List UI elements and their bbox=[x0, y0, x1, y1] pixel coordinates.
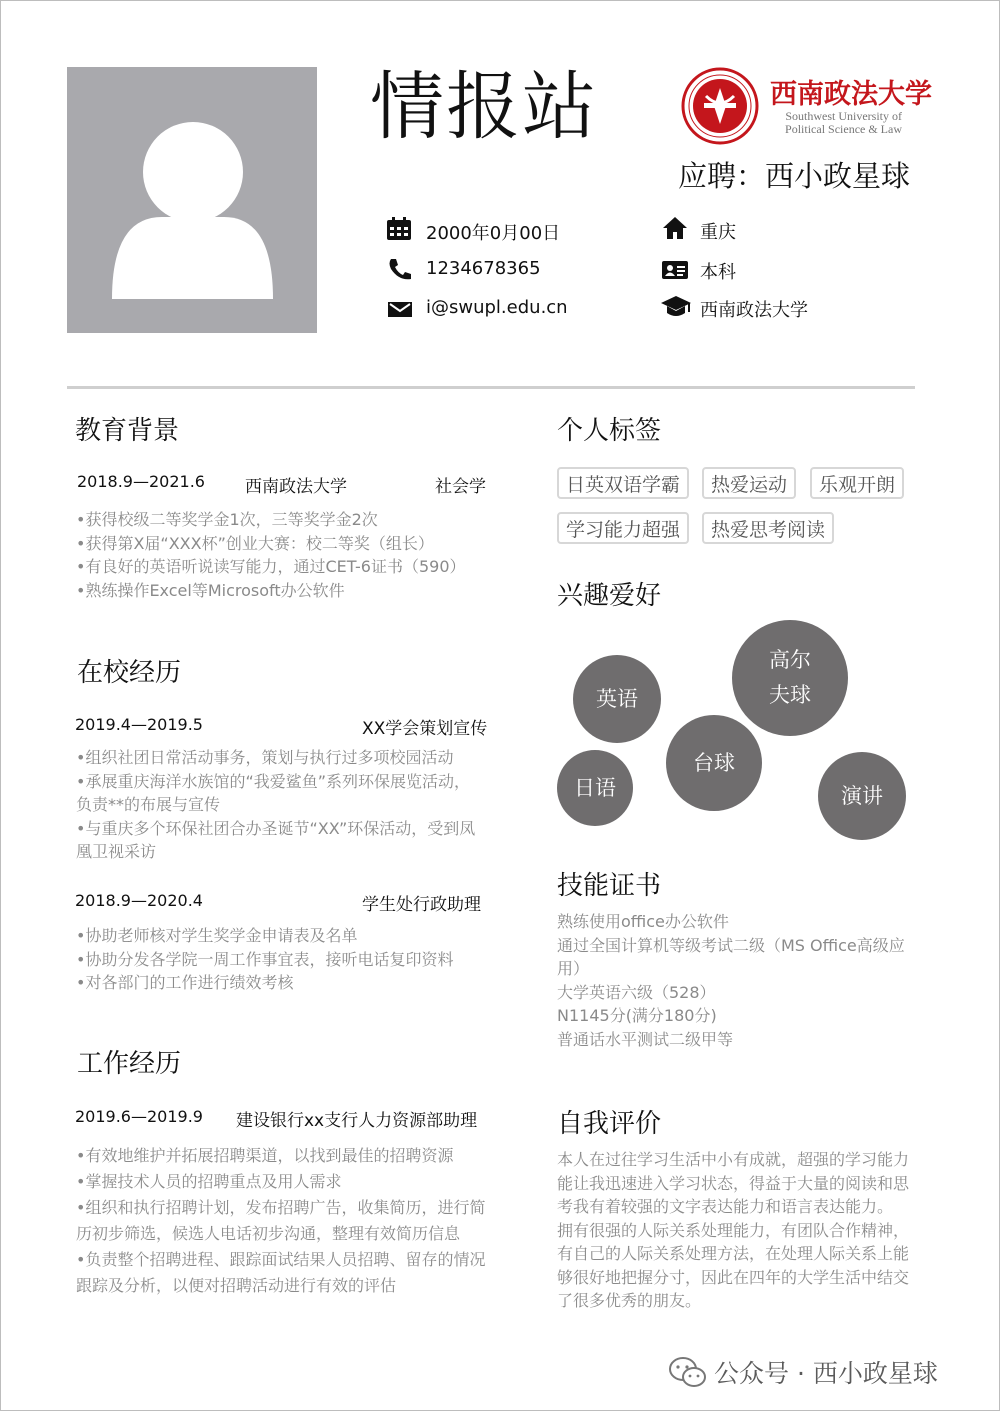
university-logo-en-line1: Southwest University of bbox=[785, 109, 902, 123]
list-item: • 承展重庆海洋水族馆的“我爱鲨鱼”系列环保展览活动，负责**的布展与宣传 bbox=[76, 770, 486, 817]
hobby-bubble: 英语 bbox=[573, 655, 661, 743]
list-item: 大学英语六级（528） bbox=[557, 982, 716, 1002]
hobby-bubble: 演讲 bbox=[818, 752, 906, 840]
campus-period-2: 2018.9—2020.4 bbox=[75, 891, 203, 910]
list-item: • 协助老师核对学生奖学金申请表及名单 bbox=[76, 924, 506, 948]
school: 西南政法大学 bbox=[700, 300, 808, 321]
phone-icon bbox=[387, 257, 413, 281]
university-logo bbox=[680, 66, 932, 146]
list-item: • 熟练操作Excel等Microsoft办公软件 bbox=[76, 579, 506, 603]
university-logo-cn: 西南政法大学 bbox=[770, 79, 932, 110]
university-logo-en bbox=[770, 110, 902, 136]
watermark-text: 公众号 · 西小政星球 bbox=[714, 1359, 938, 1388]
tag-item: 学习能力超强 bbox=[557, 512, 689, 544]
wechat-icon bbox=[668, 1356, 708, 1390]
list-item: • 有效地维护并拓展招聘渠道，以找到最佳的招聘资源 bbox=[76, 1143, 488, 1169]
candidate-name: 情报站 bbox=[370, 64, 598, 150]
self-eval-text bbox=[557, 1148, 909, 1313]
list-item: • 对各部门的工作进行绩效考核 bbox=[76, 971, 506, 995]
list-item: • 组织和执行招聘计划，发布招聘广告，收集简历，进行简历初步筛选，候选人电话初步沟通，整理有效简历信息 bbox=[76, 1195, 488, 1247]
avatar-placeholder-icon bbox=[67, 67, 317, 333]
tags-title: 个人标签 bbox=[557, 416, 662, 446]
campus-bullets-2 bbox=[76, 924, 506, 995]
watermark bbox=[668, 1352, 978, 1392]
list-item: • 组织社团日常活动事务，策划与执行过多项校园活动 bbox=[76, 746, 486, 770]
birth-date: 2000年0月00日 bbox=[426, 223, 561, 244]
education-title: 教育背景 bbox=[75, 416, 180, 446]
list-item: N1145分(满分180分) bbox=[557, 1006, 717, 1025]
home-icon bbox=[662, 216, 688, 240]
education-period: 2018.9—2021.6 bbox=[77, 472, 205, 491]
campus-role-1: XX学会策划宣传 bbox=[362, 719, 488, 739]
calendar-icon bbox=[386, 217, 412, 241]
campus-title: 在校经历 bbox=[77, 658, 182, 688]
education-major: 社会学 bbox=[435, 477, 486, 497]
list-item: • 协助分发各学院一周工作事宜表，接听电话复印资料 bbox=[76, 948, 506, 972]
self-eval-paragraph: 本人在过往学习生活中小有成就，超强的学习能力能让我迅速进入学习状态，得益于大量的阅读和思考我有着较强的文字表达能力和语言表达能力。 bbox=[557, 1150, 910, 1216]
self-eval-title: 自我评价 bbox=[557, 1109, 662, 1139]
campus-period-1: 2019.4—2019.5 bbox=[75, 715, 203, 734]
work-title: 工作经历 bbox=[77, 1049, 182, 1079]
hobby-bubble: 高尔 夫球 bbox=[732, 620, 848, 736]
list-item: • 与重庆多个环保社团合办圣诞节“XX”环保活动，受到凤凰卫视采访 bbox=[76, 817, 486, 864]
id-card-icon bbox=[662, 258, 688, 282]
campus-bullets-1 bbox=[76, 746, 486, 864]
skills-list bbox=[557, 910, 913, 1051]
campus-role-2: 学生处行政助理 bbox=[362, 895, 481, 915]
list-item: • 负责整个招聘进程、跟踪面试结果人员招聘、留存的情况跟踪及分析，以便对招聘活动进行有效的评估 bbox=[76, 1247, 488, 1299]
avatar bbox=[67, 67, 317, 333]
skills-title: 技能证书 bbox=[557, 871, 662, 901]
apply-position: 应聘：西小政星球 bbox=[678, 159, 911, 193]
hobby-bubble: 日语 bbox=[557, 750, 633, 826]
mail-icon bbox=[387, 297, 413, 321]
list-item: 熟练使用office办公软件 bbox=[557, 912, 729, 931]
university-seal-icon bbox=[680, 66, 760, 146]
education-school: 西南政法大学 bbox=[245, 477, 347, 497]
self-eval-paragraph: 拥有很强的人际关系处理能力，有团队合作精神，有自己的人际关系处理方法，在处理人际关系上能够很好地把握分寸，因此在四年的大学生活中结交了很多优秀的朋友。 bbox=[557, 1220, 910, 1310]
email-address: i@swupl.edu.cn bbox=[426, 297, 568, 318]
list-item: • 获得校级二等奖学金1次，三等奖学金2次 bbox=[76, 508, 506, 532]
degree: 本科 bbox=[700, 262, 736, 283]
phone-number: 1234678365 bbox=[426, 258, 541, 279]
city: 重庆 bbox=[700, 222, 736, 243]
graduation-cap-icon bbox=[660, 295, 692, 319]
tag-item: 热爱思考阅读 bbox=[702, 512, 834, 544]
list-item: • 获得第X届“XXX杯”创业大赛：校二等奖（组长） bbox=[76, 532, 506, 556]
header-divider bbox=[67, 386, 915, 389]
work-period: 2019.6—2019.9 bbox=[75, 1107, 203, 1126]
hobbies-title: 兴趣爱好 bbox=[557, 581, 662, 611]
hobby-bubble: 台球 bbox=[666, 715, 762, 811]
tag-item: 日英双语学霸 bbox=[557, 467, 689, 499]
work-role: 建设银行xx支行人力资源部助理 bbox=[236, 1111, 478, 1131]
list-item: 普通话水平测试二级甲等 bbox=[557, 1029, 734, 1049]
tag-item: 热爱运动 bbox=[702, 467, 796, 499]
tag-item: 乐观开朗 bbox=[810, 467, 904, 499]
list-item: 通过全国计算机等级考试二级（MS Office高级应用） bbox=[557, 935, 905, 978]
work-bullets bbox=[76, 1143, 488, 1299]
education-bullets bbox=[76, 508, 506, 602]
list-item: • 掌握技术人员的招聘重点及用人需求 bbox=[76, 1169, 488, 1195]
list-item: • 有良好的英语听说读写能力，通过CET-6证书（590） bbox=[76, 555, 506, 579]
university-logo-en-line2: Political Science & Law bbox=[785, 122, 902, 136]
